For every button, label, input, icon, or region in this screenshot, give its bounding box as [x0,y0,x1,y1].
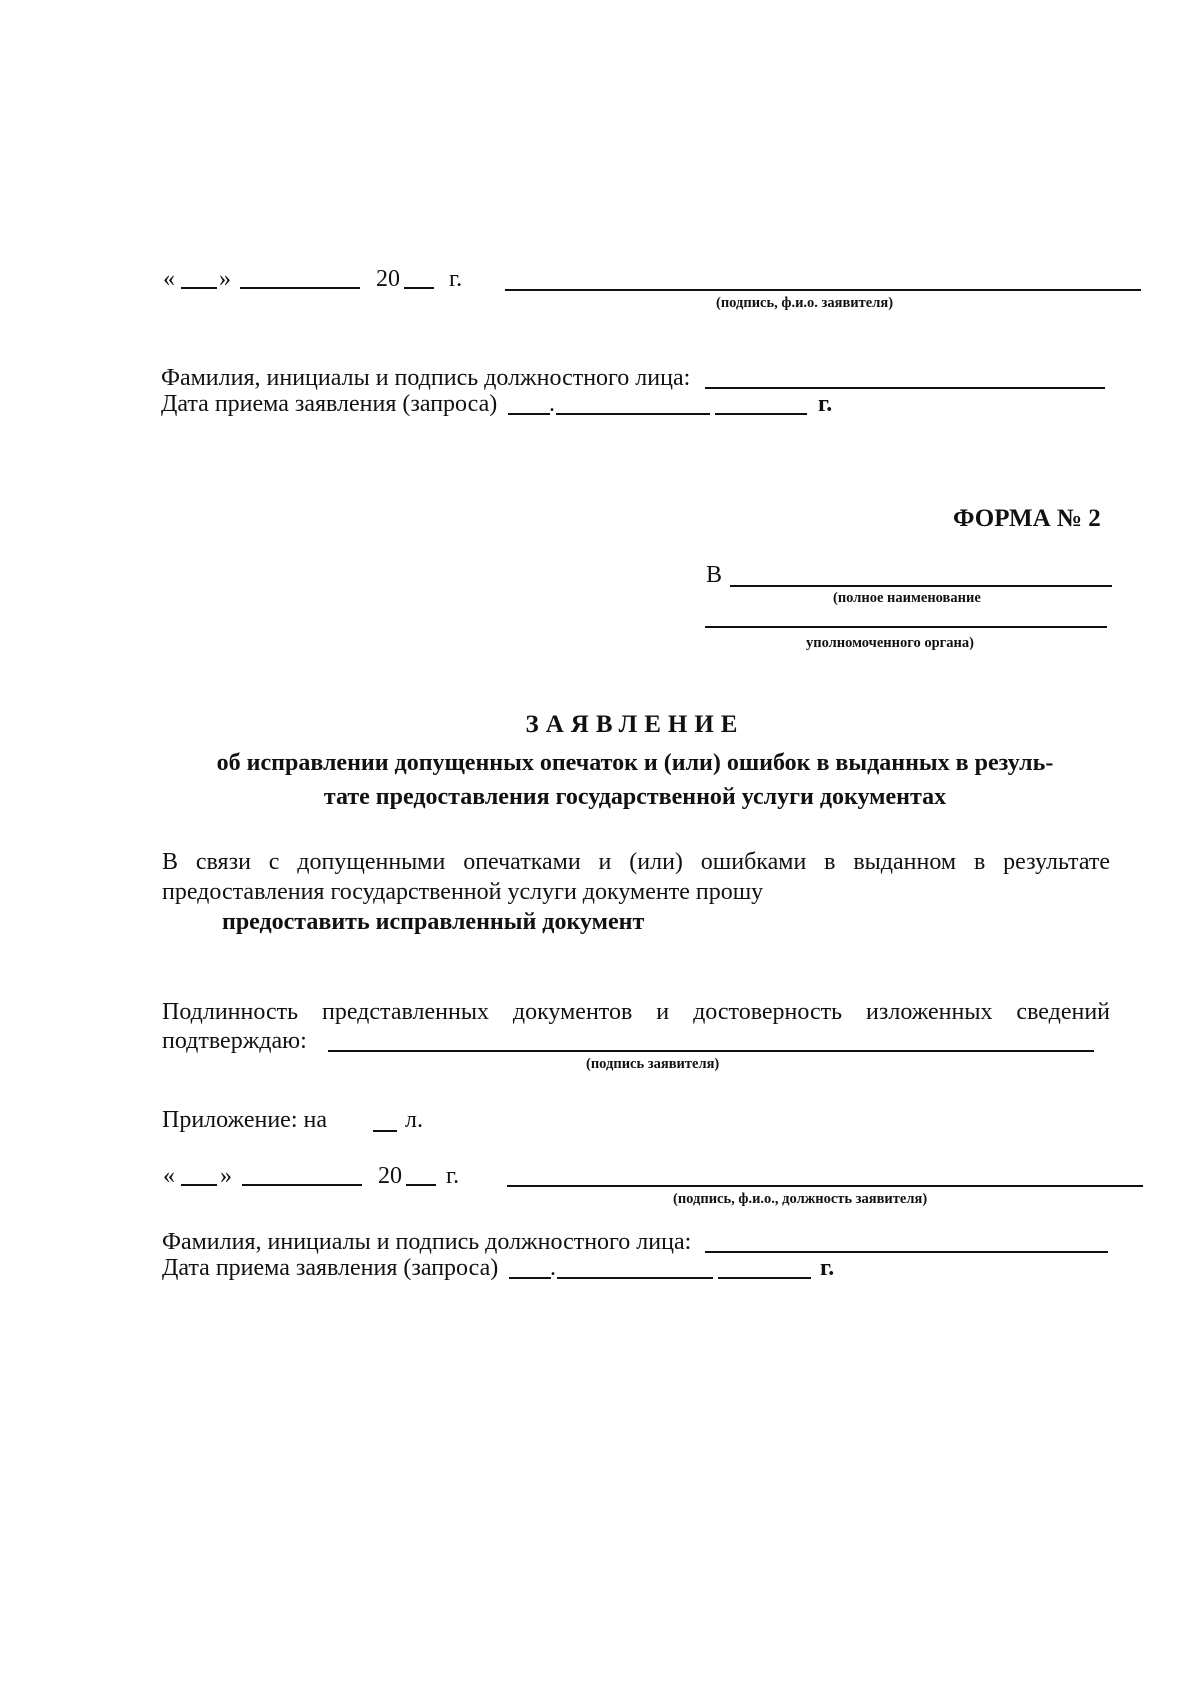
confirmation-line-2: подтверждаю: [162,1028,307,1054]
authority-name-field[interactable] [730,585,1112,587]
bottom-signature-caption: (подпись, ф.и.о., должность заявителя) [673,1191,928,1207]
authority-name-field-2[interactable] [705,626,1107,628]
date-received-label: Дата приема заявления (запроса) [161,391,498,417]
attachment-label: Приложение: на [162,1107,327,1133]
year-suffix: г. [449,266,463,292]
attachment-pages-field[interactable] [373,1130,397,1132]
bottom-year-suffix: г. [446,1163,460,1189]
quote-close: » [219,266,231,292]
confirmation-line-1: Подлинность представленных документов и достоверность изложенных сведений [162,999,1110,1025]
authority-caption-1: (полное наименование [833,590,981,606]
bottom-year-field[interactable] [406,1184,436,1186]
official-field[interactable] [705,387,1105,389]
bottom-month-field[interactable] [242,1184,362,1186]
date-received-year-field[interactable] [715,413,807,415]
bottom-quote-open: « [163,1163,175,1189]
bottom-year-prefix: 20 [378,1163,402,1189]
addressee-prefix: В [706,562,723,588]
day-field[interactable] [181,287,217,289]
applicant-signature-caption: (подпись заявителя) [586,1056,720,1072]
quote-open: « [163,266,175,292]
bottom-official-label: Фамилия, инициалы и подпись должностного лица: [162,1229,692,1255]
bottom-date-received-year-field[interactable] [718,1277,811,1279]
bottom-official-field[interactable] [705,1251,1108,1253]
bottom-signature-field[interactable] [507,1185,1143,1187]
signature-field[interactable] [505,289,1141,291]
month-field[interactable] [240,287,360,289]
bottom-day-field[interactable] [181,1184,217,1186]
bottom-date-received-label: Дата приема заявления (запроса) [162,1255,499,1281]
bottom-quote-close: » [220,1163,232,1189]
authority-caption-2: уполномоченного органа) [806,635,974,651]
year-prefix: 20 [376,266,400,292]
date-received-day-field[interactable] [508,413,550,415]
document-subtitle-line-1: об исправлении допущенных опечаток и (или) ошибок в выданных в резуль- [216,750,1054,776]
body-line-1: В связи с допущенными опечатками и (или) ошибками в выданном в результате [162,849,1110,875]
signature-caption: (подпись, ф.и.о. заявителя) [716,295,894,311]
bottom-date-dot: . [550,1255,556,1281]
attachment-suffix: л. [405,1107,423,1133]
date-received-month-field[interactable] [556,413,710,415]
date-dot: . [549,391,555,417]
document-title: ЗАЯВЛЕНИЕ [525,711,745,738]
official-label: Фамилия, инициалы и подпись должностного лица: [161,365,691,391]
applicant-signature-field[interactable] [328,1050,1094,1052]
bottom-date-received-day-field[interactable] [509,1277,551,1279]
request-text: предоставить исправленный документ [222,909,645,935]
body-line-2: предоставления государственной услуги документе прошу [162,879,764,905]
bottom-date-received-month-field[interactable] [557,1277,713,1279]
document-subtitle-line-2: тате предоставления государственной услуги документах [323,784,947,810]
date-suffix: г. [818,391,833,417]
form-number-label: ФОРМА № 2 [953,505,1101,532]
bottom-date-suffix: г. [820,1255,835,1281]
year-field[interactable] [404,287,434,289]
